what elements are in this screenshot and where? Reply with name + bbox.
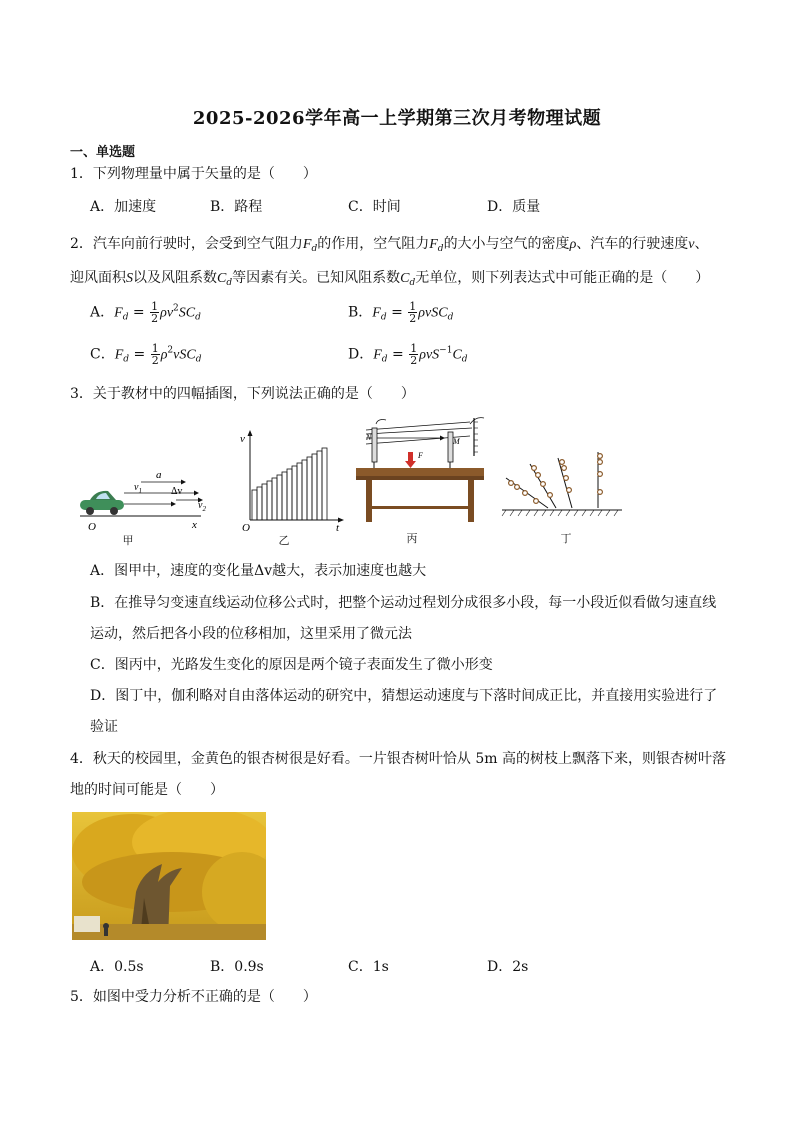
q2-stem-line2: 迎风面积S以及风阻系数$C_d$等因素有关。已知风阻系数$C_d$无单位，则下列表达式中可能正确的是（ ）	[70, 270, 710, 288]
figure-ding	[500, 450, 624, 522]
inclined-planes	[506, 452, 598, 508]
q3-option-d: D．图丁中，伽利略对自由落体运动的研究中，猜想运动速度与下落时间成正比，并直接用实验进行了	[90, 688, 718, 704]
q5-stem: 5．如图中受力分析不正确的是（ ）	[70, 989, 317, 1005]
q3-option-b-cont: 运动，然后把各小段的位移相加，这里采用了微元法	[90, 626, 412, 642]
figure-label-ding: 丁	[560, 532, 572, 545]
label-m: M	[453, 437, 460, 446]
page-title: 2025-2026学年高一上学期第三次月考物理试题	[192, 108, 602, 129]
q3-option-d-cont: 验证	[90, 719, 118, 735]
force-arrow	[408, 452, 413, 462]
figure-jia	[76, 460, 216, 546]
figure-label-jia: 甲	[122, 534, 134, 547]
label-f: F	[418, 451, 423, 460]
q1-option-a: A．加速度	[90, 199, 157, 215]
q3-option-a: A．图甲中，速度的变化量Δv越大，表示加速度也越大	[90, 563, 427, 579]
q2-option-a: A．$F_d$ = $\frac{1}{2}$ $\rho v^2SC_d$	[90, 300, 201, 325]
label-delta-v: Δv	[171, 486, 183, 497]
label-v2: $v_2$	[198, 500, 206, 513]
q2-option-d: D．$F_d$ = $\frac{1}{2}$ $\rho vS^{-1}C_d$	[348, 342, 468, 367]
q3-option-c: C．图丙中，光路发生变化的原因是两个镜子表面发生了微小形变	[90, 657, 493, 673]
velocity-step-bars	[252, 448, 327, 520]
q1-stem: 1．下列物理量中属于矢量的是（ ）	[70, 166, 317, 182]
q4-stem-line1: 4．秋天的校园里，金黄色的银杏树很是好看。一片银杏树叶恰从 5m 高的树枝上飘落下来，则银杏树叶落	[70, 751, 726, 767]
q1-option-b: B．路程	[210, 199, 263, 215]
figure-label-yi: 乙	[278, 534, 290, 547]
figure-yi	[236, 428, 346, 534]
label-a: a	[156, 469, 162, 481]
figure-label-bing: 丙	[406, 532, 418, 545]
label-n: N	[366, 433, 372, 442]
q4-stem-line2: 地的时间可能是（ ）	[70, 782, 224, 798]
q1-option-c: C．时间	[348, 199, 401, 215]
table-top	[356, 468, 484, 476]
label-x: x	[192, 519, 197, 531]
q3-stem: 3．关于教材中的四幅插图，下列说法正确的是（ ）	[70, 386, 415, 402]
label-v1: $v_1$	[134, 482, 142, 495]
label-origin: O	[88, 521, 96, 533]
q4-option-b: B．0.9s	[210, 959, 264, 975]
ginkgo-tree-photo	[72, 812, 266, 940]
q1-option-d: D．质量	[487, 199, 541, 215]
q4-option-d: D．2s	[487, 959, 529, 975]
label-v-axis: v	[240, 433, 245, 445]
q4-option-a: A．0.5s	[90, 959, 144, 975]
mirror-n	[372, 428, 377, 462]
q2-option-c: C．$F_d$ = $\frac{1}{2}$ $\rho^2vSC_d$	[90, 342, 202, 367]
car-icon	[80, 491, 124, 515]
label-t-axis: t	[336, 522, 340, 534]
label-origin-yi: O	[242, 522, 250, 534]
rolling-balls	[509, 454, 603, 504]
figure-bing	[352, 414, 492, 526]
q2-stem-line1: 2．汽车向前行驶时，会受到空气阻力$F_d$的作用，空气阻力$F_d$的大小与空气的密度ρ、汽车的行驶速度v、	[70, 236, 709, 254]
q3-option-b: B．在推导匀变速直线运动位移公式时，把整个运动过程划分成很多小段，每一小段近似看做匀速直线	[90, 595, 717, 611]
q4-option-c: C．1s	[348, 959, 389, 975]
q2-option-b: B．$F_d$ = $\frac{1}{2}$ ρvSC$_d$	[348, 300, 454, 325]
section-heading: 一、单选题	[70, 145, 136, 160]
